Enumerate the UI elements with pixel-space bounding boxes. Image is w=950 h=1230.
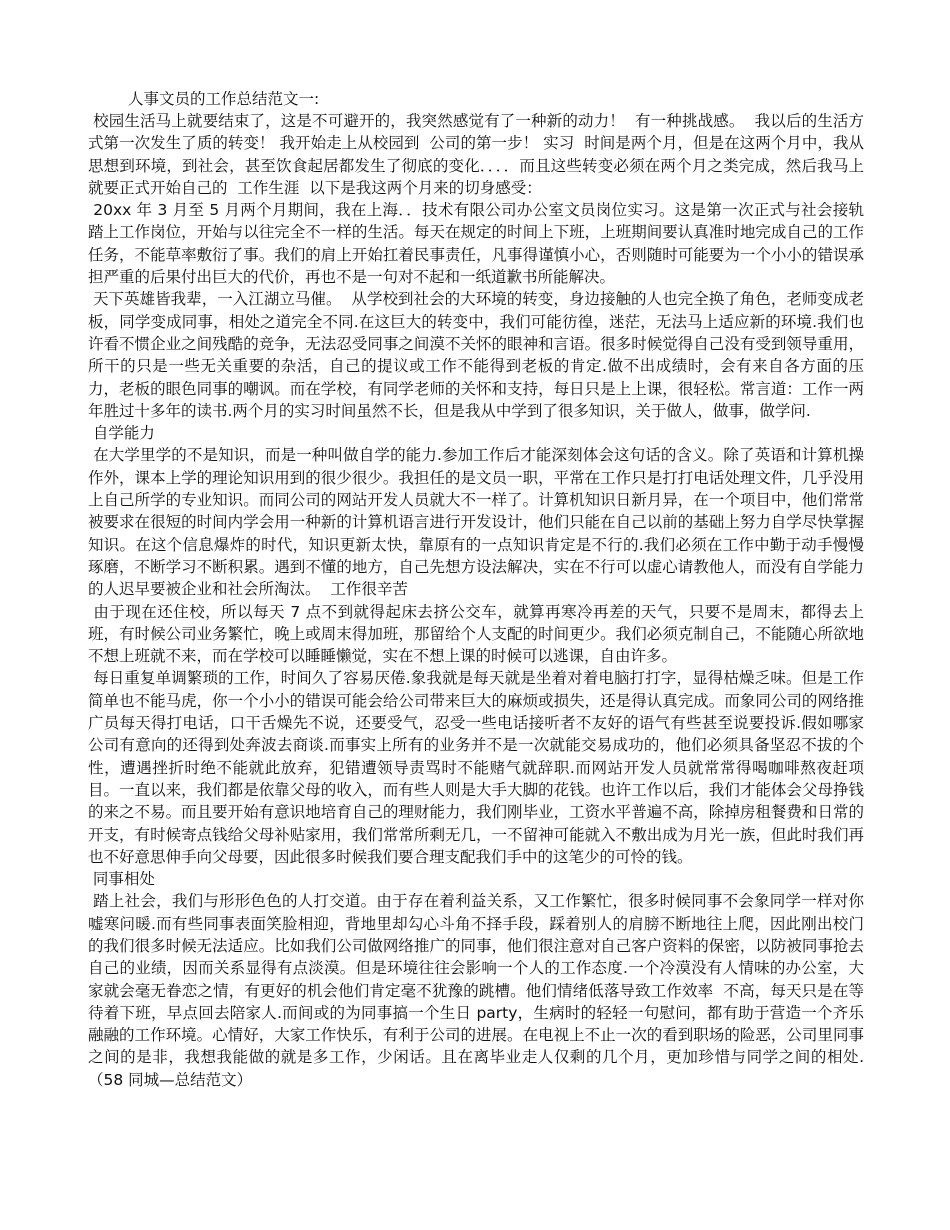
- self-study-paragraph-1: 在大学里学的不是知识，而是一种叫做自学的能力.参加工作后才能深刻体会这句话的含义。除了英语和计算机操作外，课本上学的理论知识用到的很少很少。我担任的是文员一职，平常在工作只是打打电话处理文件，几乎没用上自己所学的专业知识。而同公司的网站开发人员就大不一样了。计算机知识日新月异，在一个项目中，他们常常被要求在很短的时间内学会用一种新的计算机语言进行开发设计，他们只能在自己以前的基础上努力自学尽快掌握知识。在这个信息爆炸的时代，知识更新太快，靠原有的一点知识肯定是不行的.我们必须在工作中勤于动手慢慢琢磨，不断学习不断积累。遇到不懂的地方，自己先想方设法解决，实在不行可以虚心请教他人，而没有自学能力的人迟早要被企业和社会所淘汰。 工作很辛苦: [88, 446, 864, 599]
- document-page: [88, 88, 864, 1091]
- section-heading-colleagues: 同事相处: [88, 870, 155, 889]
- self-study-paragraph-3: 每日重复单调繁琐的工作，时间久了容易厌倦.象我就是每天就是坐着对着电脑打打字，显得枯燥乏味。但是工作简单也不能马虎，你一个小小的错误可能会给公司带来巨大的麻烦或损失，还是得认真完成。而象同公司的网络推广员每天得打电话，口干舌燥先不说，还要受气，忍受一些电话接听者不友好的语气有些甚至说要投诉.假如哪家公司有意向的还得到处奔波去商谈.而事实上所有的业务并不是一次就能交易成功的，他们必须具备坚忍不拔的个性，遭遇挫折时绝不能就此放弃，犯错遭领导责骂时不能赌气就辞职.而网站开发人员就常常得喝咖啡熬夜赶项目。一直以来，我们都是依靠父母的收入，而有些人则是大手大脚的花钱。也许工作以后，我们才能体会父母挣钱的来之不易。而且要开始有意识地培育自己的理财能力，我们刚毕业，工资水平普遍不高，除掉房租餐费和日常的开支，有时候寄点钱给父母补贴家用，我们常常所剩无几，一不留神可能就入不敷出成为月光一族，但此时我们再也不好意思伸手向父母要，因此很多时候我们要合理支配我们手中的这笔少的可怜的钱。: [88, 669, 864, 866]
- document-title: 人事文员的工作总结范文一:: [128, 90, 320, 108]
- intro-paragraph-2: 20xx 年 3 月至 5 月两个月期间，我在上海．．技术有限公司办公室文员岗位实习。这是第一次正式与社会接轨踏上工作岗位，开始与以往完全不一样的生活。每天在规定的时间上下班，上班期间要认真准时地完成自己的工作任务，不能草率敷衍了事。我们的肩上开始扛着民事责任，凡事得谨慎小心，否则随时可能要为一个小小的错误承担严重的后果付出巨大的代价，再也不是一句对不起和一纸道歉书所能解决。: [88, 201, 864, 287]
- self-study-paragraph-2: 由于现在还住校，所以每天 7 点不到就得起床去挤公交车，就算再寒冷再差的天气，只要不是周末，都得去上班，有时候公司业务繁忙，晚上或周末得加班，那留给个人支配的时间更少。我们必须克制自己，不能随心所欲地不想上班就不来，而在学校可以睡睡懒觉，实在不想上课的时候可以逃课，自由许多。: [88, 602, 864, 666]
- intro-paragraph-3: 天下英雄皆我辈，一入江湖立马催。 从学校到社会的大环境的转变，身边接触的人也完全换了角色，老师变成老板，同学变成同事，相处之道完全不同.在这巨大的转变中，我们可能彷徨，迷茫，无法马上适应新的环境.我们也许看不惯企业之间残酷的竞争，无法忍受同事之间漠不关怀的眼神和言语。很多时候觉得自己没有受到领导重用，所干的只是一些无关重要的杂活，自己的提议或工作不能得到老板的肯定.做不出成绩时，会有来自各方面的压力，老板的眼色同事的嘲讽。而在学校，有同学老师的关怀和支持，每日只是上上课，很轻松。常言道：工作一两年胜过十多年的读书.两个月的实习时间虽然不长，但是我从中学到了很多知识，关于做人，做事，做学问.: [88, 290, 864, 420]
- intro-paragraph-1: 校园生活马上就要结束了，这是不可避开的，我突然感觉有了一种新的动力！ 有一种挑战感。 我以后的生活方式第一次发生了质的转变！ 我开始走上从校园到 公司的第一步！ 实习 时间是两个月，但是在这两个月中，我从思想到环境，到社会，甚至饮食起居都发生了彻底的变化．．．．而且这些转变必须在两个月之类完成，然后我马上就要正式开始自己的 工作生涯 以下是我这两个月来的切身感受：: [88, 112, 864, 197]
- colleagues-paragraph-1: 踏上社会，我们与形形色色的人打交道。由于存在着利益关系，又工作繁忙，很多时候同事不会象同学一样对你嘘寒问暖.而有些同事表面笑脸相迎，背地里却勾心斗角不择手段，踩着别人的肩膀不断地往上爬，因此刚出校门的我们很多时候无法适应。比如我们公司做网络推广的同事，他们很注意对自己客户资料的保密，以防被同事抢去自己的业绩，因而关系显得有点淡漠。但是环境往往会影响一个人的工作态度.一个冷漠没有人情味的办公室，大家就会毫无眷恋之情，有更好的机会他们肯定毫不犹豫的跳槽。他们情绪低落导致工作效率 不高，每天只是在等待着下班，早点回去陪家人.而间或的为同事搞一个生日 party，生病时的轻轻一句慰问，都有助于营造一个齐乐融融的工作环境。心情好，大家工作快乐，有利于公司的进展。在电视上不止一次的看到职场的险恶，公司里同事之间的是非，我想我能做的就是多工作，少闲话。且在离毕业走人仅剩的几个月，更加珍惜与同学之间的相处.（58 同城—总结范文）: [88, 892, 864, 1089]
- section-heading-self-study: 自学能力: [88, 424, 155, 443]
